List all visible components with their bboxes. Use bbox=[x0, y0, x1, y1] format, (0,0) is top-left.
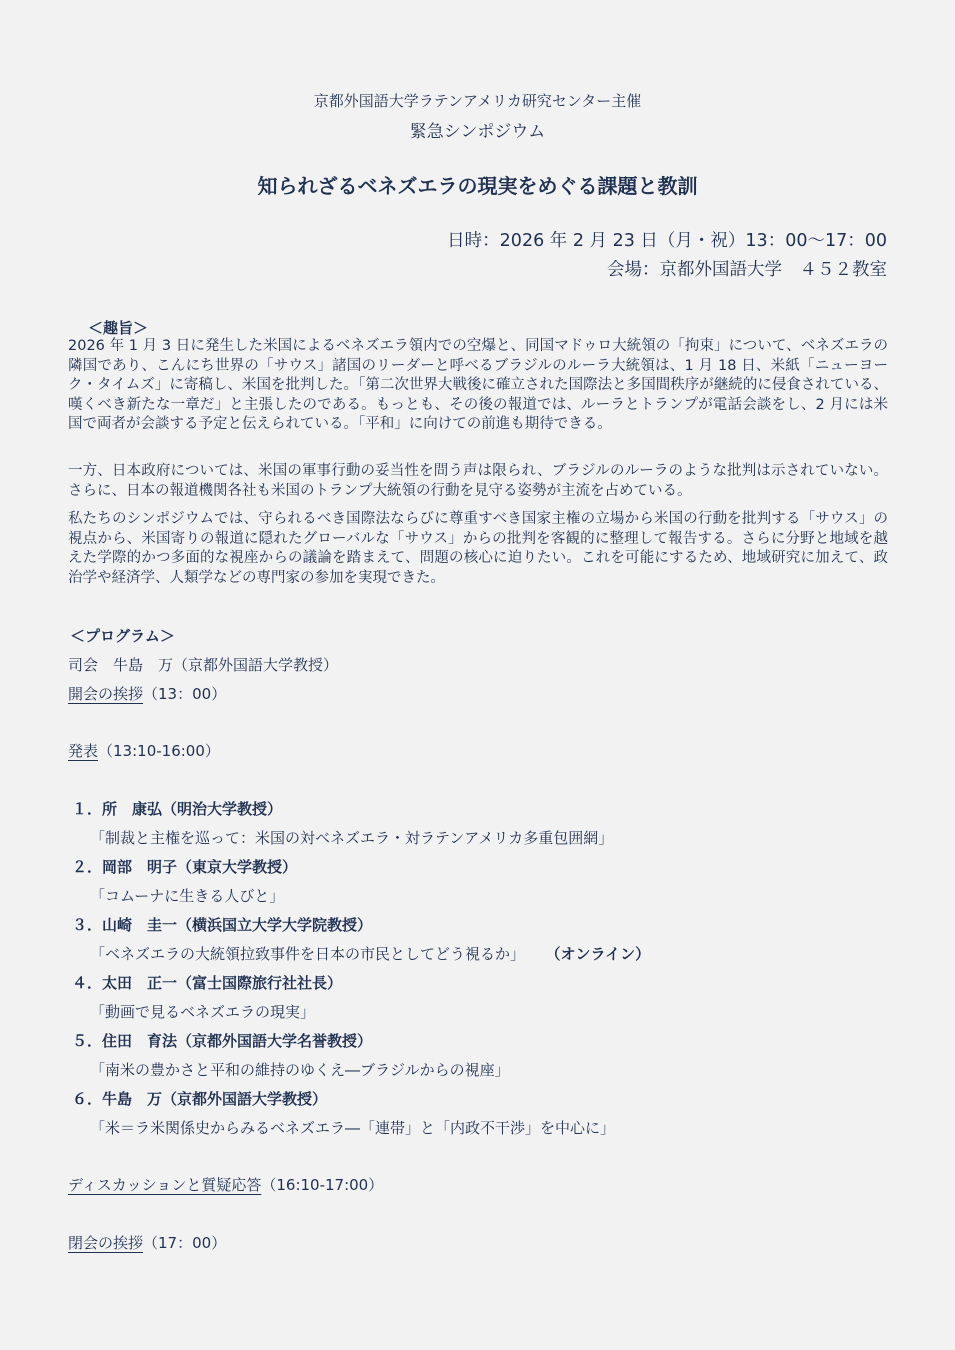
event-datetime: 日時：2026 年 2 月 23 日（月・祝）13：00～17：00 bbox=[447, 231, 887, 251]
talk-title-5: 「南米の豊かさと平和の維持のゆくえ―ブラジルからの視座」 bbox=[90, 1061, 510, 1079]
speaker-name: 山崎 圭一（横浜国立大学大学院教授） bbox=[102, 916, 373, 934]
talk-title-2: 「コムーナに生きる人びと」 bbox=[90, 887, 285, 905]
presentations-label: 発表 bbox=[68, 742, 99, 760]
purpose-heading: ＜趣旨＞ bbox=[88, 319, 149, 337]
online-note: （オンライン） bbox=[553, 945, 651, 963]
speaker-number: １． bbox=[72, 800, 103, 818]
event-title: 知られざるベネズエラの現実をめぐる課題と教訓 bbox=[257, 174, 698, 198]
opening-time: （13：00） bbox=[143, 685, 227, 703]
opening-remarks bbox=[68, 683, 226, 704]
speaker-name: 太田 正一（富士国際旅行社社長） bbox=[102, 974, 343, 992]
discussion-label: ディスカッションと質疑応答 bbox=[68, 1176, 262, 1194]
speaker-name: 牛島 万（京都外国語大学教授） bbox=[102, 1090, 328, 1108]
speaker-name: 所 康弘（明治大学教授） bbox=[102, 800, 283, 818]
talk-title-4: 「動画で見るベネズエラの現実」 bbox=[90, 1003, 316, 1021]
event-subtitle: 緊急シンポジウム bbox=[409, 122, 546, 142]
speaker-number: ２． bbox=[72, 858, 103, 876]
speaker-4 bbox=[72, 972, 342, 993]
speaker-number: ６． bbox=[72, 1090, 103, 1108]
speaker-number: ５． bbox=[72, 1032, 103, 1050]
closing-label: 閉会の挨拶 bbox=[68, 1234, 144, 1252]
presentations-time: （13:10-16:00） bbox=[98, 742, 220, 760]
talk-title-1: 「制裁と主権を巡って：米国の対ベネズエラ・対ラテンアメリカ多重包囲網」 bbox=[90, 829, 614, 847]
speaker-number: ３． bbox=[72, 916, 103, 934]
speaker-number: ４． bbox=[72, 974, 103, 992]
opening-label: 開会の挨拶 bbox=[68, 685, 144, 703]
speaker-name: 住田 育法（京都外国語大学名誉教授） bbox=[102, 1032, 373, 1050]
program-heading: ＜プログラム＞ bbox=[70, 627, 175, 645]
purpose-paragraph-1: 2026 年 1 月 3 日に発生した米国によるベネズエラ領内での空爆と、同国マドゥロ大統領の「拘束」について、ベネズエラの隣国であり、こんにち世界の「サウス」諸国のリーダーと呼べるブラジルのルーラ大統領は、1 月 18 日、米紙「ニューヨーク・タイムズ」に寄稿し、米国を批判した。「第二次世界大戦後に確立された国際法と多国間秩序が継続的に侵食されている、嘆くべき新たな一章だ」と主張したのである。もっとも、その後の報道では、ルーラとトランプが電話会談をし、2 月には米国で両者が会談する予定と伝えられている。「平和」に向けての前進も期待できる。 bbox=[68, 338, 888, 432]
purpose-paragraph-3: 私たちのシンポジウムでは、守られるべき国際法ならびに尊重すべき国家主権の立場から米国の行動を批判する「サウス」の視点から、米国寄りの報道に隠れたグローバルな「サウス」からの批判を客観的に整理して報告する。さらに分野と地域を越えた学際的かつ多面的な視座からの議論を踏まえて、問題の核心に迫りたい。これを可能にするため、地域研究に加えて、政治学や経済学、人類学などの専門家の参加を実現できた。 bbox=[68, 511, 888, 586]
speaker-1 bbox=[72, 798, 282, 819]
discussion-time: （16:10-17:00） bbox=[261, 1176, 384, 1194]
talk-title-text: 「ベネズエラの大統領拉致事件を日本の市民としてどう視るか」 bbox=[90, 945, 526, 963]
closing-time: （17：00） bbox=[143, 1234, 227, 1252]
event-venue: 会場：京都外国語大学 ４５２教室 bbox=[607, 260, 887, 280]
speaker-6 bbox=[72, 1088, 327, 1109]
speaker-3 bbox=[72, 914, 372, 935]
speaker-name: 岡部 明子（東京大学教授） bbox=[102, 858, 298, 876]
talk-title-3 bbox=[90, 943, 650, 964]
closing-remarks bbox=[68, 1232, 226, 1253]
speaker-2 bbox=[72, 856, 297, 877]
purpose-paragraph-2: 一方、日本政府については、米国の軍事行動の妥当性を問う声は限られ、ブラジルのルーラのような批判は示されていない。さらに、日本の報道機関各社も米国のトランプ大統領の行動を見守る姿勢が主流を占めている。 bbox=[68, 463, 888, 499]
organizer-line: 京都外国語大学ラテンアメリカ研究センター主催 bbox=[313, 92, 642, 110]
moderator-line: 司会 牛島 万（京都外国語大学教授） bbox=[68, 656, 339, 674]
discussion-line bbox=[68, 1174, 383, 1195]
speaker-5 bbox=[72, 1030, 372, 1051]
presentations-line bbox=[68, 740, 220, 761]
talk-title-6: 「米＝ラ米関係史からみるベネズエラ―「連帯」と「内政不干渉」を中心に」 bbox=[90, 1119, 616, 1137]
